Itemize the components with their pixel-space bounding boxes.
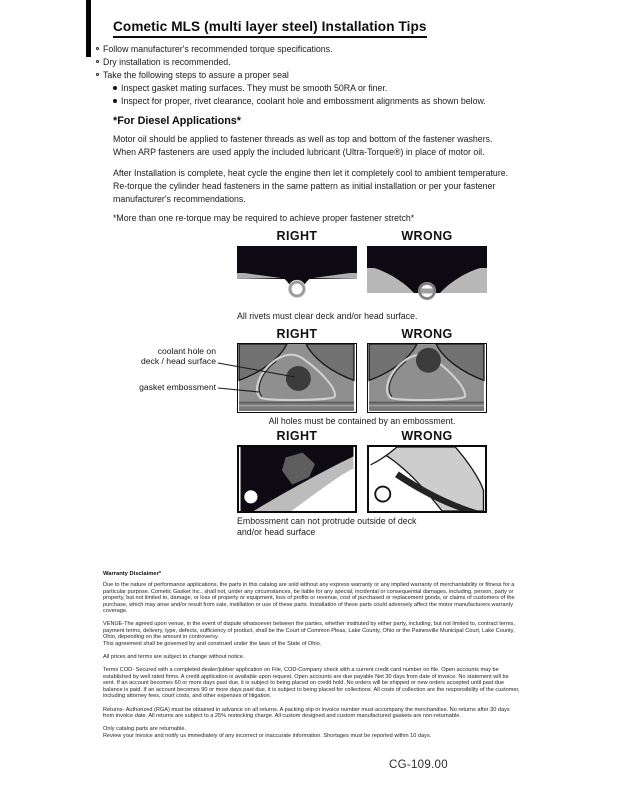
list-item: [96, 55, 566, 68]
filled-bullet-icon: [113, 99, 117, 103]
diagram-rivet-wrong: [367, 246, 487, 308]
tip-text: Dry installation is recommended.: [103, 56, 231, 67]
terms-paragraph: Terms COD- Secured with a completed dealer/jobber application on File, COD-Company check with a current credit card number on file. Open accounts may be established by well rated firms. A credit application is available upon request. Open accounts are due payable Net 30 days from date of invoice. No statement will be sent. If an account becomes 60 or more days past due, it is subject to being placed on credit hold. No orders will be shipped or new orders accepted until past due balance is paid. If an account becomes 90 or more days past due, it is subject to being placed for collections. All costs of collection are the responsibility of the customer, including attorney fees, court costs, and other expenses of litigation.: [103, 667, 520, 700]
diagram-rivet-right: [237, 246, 357, 308]
returns-paragraph: Returns- Authorized (RGA) must be obtained in advance on all returns. A packing slip or invoice number must accompany the merchandise. No returns after 30 days from invoice date. All returns are subject to a 25% restocking charge. All custom designed and custom manufactured gaskets are non-returnable.: [103, 706, 510, 719]
coolant-hole-label-line2: deck / head surface: [140, 356, 216, 366]
gasket-embossment-label: gasket embossment: [139, 382, 216, 392]
review-line: Review your invoice and notify us immediately of any incorrect or inaccurate information. Shortages must be reported within 10 days.: [103, 732, 432, 739]
right-label: RIGHT: [276, 229, 318, 243]
diesel-paragraph-2: After Installation is complete, heat cycle the engine then let it completely cool to ambient temperature. Re-torque the cylinder head fasteners in the same pattern as initial installation or per your fastener manufacturer's recommendations.: [113, 168, 509, 204]
open-bullet-icon: [96, 60, 99, 63]
right-label: RIGHT: [276, 429, 318, 443]
retorque-note: *More than one re-torque may be required to achieve proper fastener stretch*: [113, 213, 415, 223]
coolant-hole-label: [100, 346, 216, 366]
page-title: Cometic MLS (multi layer steel) Installation Tips: [113, 19, 427, 38]
page-code: CG-109.00: [389, 759, 448, 771]
installation-tips-list: [96, 42, 566, 107]
warranty-disclaimer: [103, 571, 521, 739]
list-item: [96, 81, 566, 94]
coolant-hole-label-line1: coolant hole on: [157, 346, 216, 356]
venue-text: VENUE-The agreed upon venue, in the event of dispute whatsoever between the parties, whether instituted by either party, including, but not limited to, contract terms, payment terms, delivery, type, defects, sufficiency of product, shall be the Court of Common Pleas, Lake County, Ohio or the Painesville Municipal Court, Lake County, Ohio, depending on the amount in controversy.: [103, 621, 515, 641]
venue-paragraph: [103, 621, 521, 647]
right-label: RIGHT: [276, 327, 318, 341]
list-item: [96, 42, 566, 55]
diagram-protrusion-right: [237, 445, 357, 513]
protrusion-caption-line1: Embossment can not protrude outside of deck: [237, 516, 417, 526]
diagram-embossment-wrong: [367, 343, 487, 413]
open-bullet-icon: [96, 47, 99, 50]
rivet-caption: All rivets must clear deck and/or head surface.: [237, 311, 418, 321]
open-bullet-icon: [96, 73, 99, 76]
diesel-applications-heading: *For Diesel Applications*: [113, 115, 241, 127]
only-catalog-line: Only catalog parts are returnable.: [103, 726, 187, 733]
wrong-label: WRONG: [401, 229, 453, 243]
print-crop-mark: [86, 0, 91, 57]
embossment-caption: All holes must be contained by an embossment.: [268, 416, 456, 426]
prices-line: All prices and terms are subject to change without notice.: [103, 654, 245, 661]
filled-bullet-icon: [113, 86, 117, 90]
venue-law: This agreement shall be governed by and construed under the laws of the State of Ohio.: [103, 640, 322, 647]
tip-text: Follow manufacturer's recommended torque specifications.: [103, 43, 333, 54]
protrusion-caption-line2: and/or head surface: [237, 527, 316, 537]
warranty-disclaimer-heading: Warranty Disclaimer*: [103, 571, 162, 577]
diagram-protrusion-wrong: [367, 445, 487, 513]
diesel-paragraph-1: Motor oil should be applied to fastener threads as well as top and bottom of the fastener washers. When ARP fasteners are used apply the included lubricant (Ultra-Torque®) in place of motor oil.: [113, 134, 493, 157]
tip-text: Inspect gasket mating surfaces. They must be smooth 50RA or finer.: [121, 82, 388, 93]
tip-text: Take the following steps to assure a proper seal: [103, 69, 289, 80]
tip-text: Inspect for proper, rivet clearance, coolant hole and embossment alignments as shown below.: [121, 95, 486, 106]
wrong-label: WRONG: [401, 429, 453, 443]
list-item: [96, 94, 566, 107]
list-item: [96, 68, 566, 81]
disclaimer-paragraph: Due to the nature of performance applications, the parts in this catalog are sold without any express warranty or any implied warranty of merchantability or fitness for a particular purpose. Cometic Gasket Inc., shall not, under any circumstances, be liable for any special, incidental or consequential damages, including, person, party or property, but not limited to, damage, or loss of property or equipment, loss of profits or revenue, cost of purchased or replacement goods, or claims of customers of the purchase, which may arise and/or result from sale, instillation or use of these parts. Installation of these parts could adversely affect the motor manufacturers warranty coverage.: [103, 582, 515, 615]
diagram-embossment-right: [237, 343, 357, 413]
protrusion-caption: [237, 516, 416, 538]
wrong-label: WRONG: [401, 327, 453, 341]
